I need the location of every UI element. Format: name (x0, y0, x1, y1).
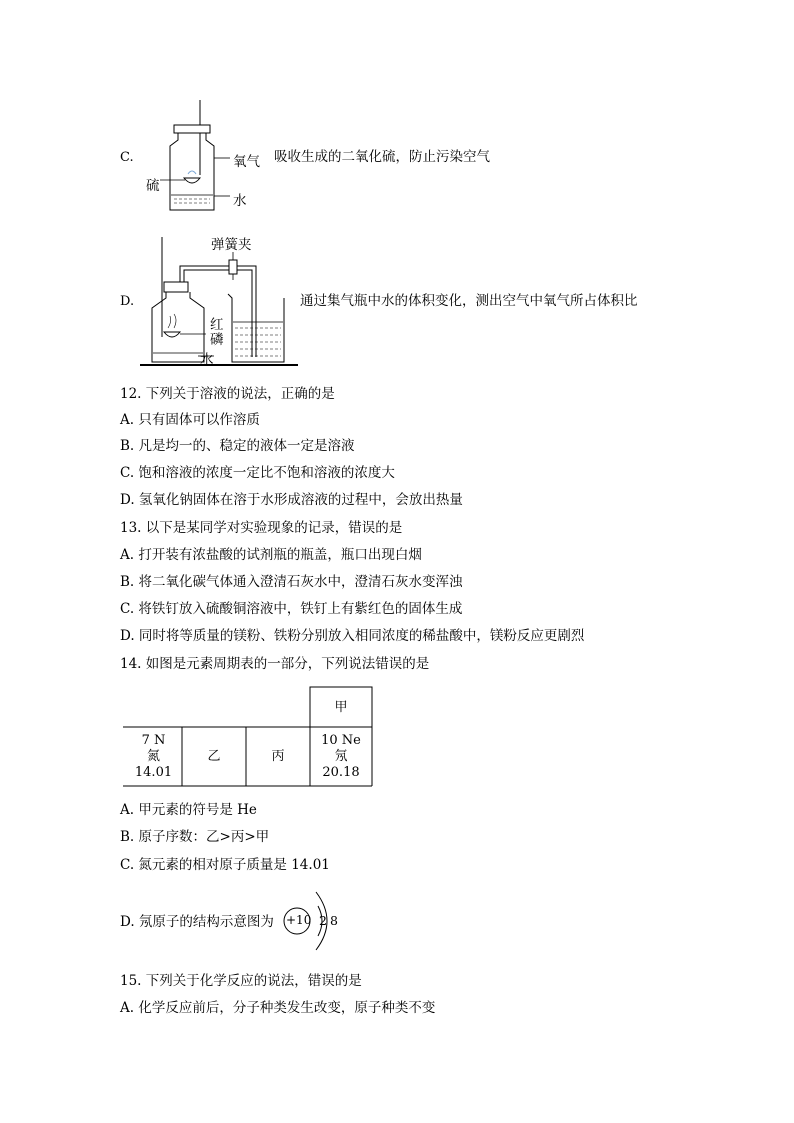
cell-n-mass: 14.01 (134, 765, 173, 780)
cell-n-number: 7 N (141, 733, 166, 748)
label-water-c: 水 (233, 193, 247, 209)
label-spring-clip: 弹簧夹 (211, 237, 252, 253)
label-oxygen: 氧气 (233, 154, 260, 170)
option-c-text: 吸收生成的二氧化硫，防止污染空气 (274, 149, 490, 165)
cell-ne-mass: 20.18 (322, 765, 360, 780)
atom-nucleus: +10 (286, 913, 312, 927)
cell-jia: 甲 (334, 700, 348, 715)
question-13-option-a: A. 打开装有浓盐酸的试剂瓶的瓶盖，瓶口出现白烟 (120, 547, 422, 563)
cell-bing: 丙 (271, 749, 285, 764)
label-water-d: 水 (200, 352, 214, 368)
question-12-option-d: D. 氢氧化钠固体在溶于水形成溶液的过程中，会放出热量 (120, 492, 463, 508)
option-d-text: 通过集气瓶中水的体积变化，测出空气中氧气所占体积比 (300, 293, 638, 309)
question-12-option-c: C. 饱和溶液的浓度一定比不饱和溶液的浓度大 (120, 465, 395, 481)
cell-ne-name: 氖 (334, 749, 348, 764)
question-13-option-c: C. 将铁钉放入硫酸铜溶液中，铁钉上有紫红色的固体生成 (120, 601, 463, 617)
cell-ne-number: 10 Ne (321, 733, 361, 748)
label-red: 红 (210, 317, 224, 333)
option-d-letter: D. (120, 294, 135, 309)
cell-yi: 乙 (207, 749, 221, 764)
label-sulfur: 硫 (146, 178, 160, 194)
cell-n-name: 氮 (146, 749, 160, 764)
red-phosphorus-apparatus (140, 232, 300, 372)
atom-shell-2: 8 (330, 913, 338, 928)
atom-shell-1: 2 (319, 913, 327, 928)
question-13-stem: 13. 以下是某同学对实验现象的记录，错误的是 (120, 520, 403, 536)
question-14-option-c: C. 氮元素的相对原子质量是 14.01 (120, 857, 330, 873)
question-12-option-a: A. 只有固体可以作溶质 (120, 412, 260, 428)
question-12-option-b: B. 凡是均一的、稳定的液体一定是溶液 (120, 438, 355, 454)
label-phosphorus: 磷 (210, 332, 224, 348)
question-15-stem: 15. 下列关于化学反应的说法，错误的是 (120, 973, 362, 989)
question-14-option-d: D. 氖原子的结构示意图为 (120, 914, 274, 930)
option-c-letter: C. (120, 150, 134, 165)
question-14-option-a: A. 甲元素的符号是 He (120, 802, 257, 818)
question-12-stem: 12. 下列关于溶液的说法，正确的是 (120, 386, 335, 402)
question-13-option-d: D. 同时将等质量的镁粉、铁粉分别放入相同浓度的稀盐酸中，镁粉反应更剧烈 (120, 628, 585, 644)
question-13-option-b: B. 将二氧化碳气体通入澄清石灰水中，澄清石灰水变浑浊 (120, 574, 463, 590)
question-15-option-a: A. 化学反应前后，分子种类发生改变，原子种类不变 (120, 1000, 436, 1016)
question-14-stem: 14. 如图是元素周期表的一部分，下列说法错误的是 (120, 656, 430, 672)
question-14-option-b: B. 原子序数：乙>丙>甲 (120, 829, 270, 845)
